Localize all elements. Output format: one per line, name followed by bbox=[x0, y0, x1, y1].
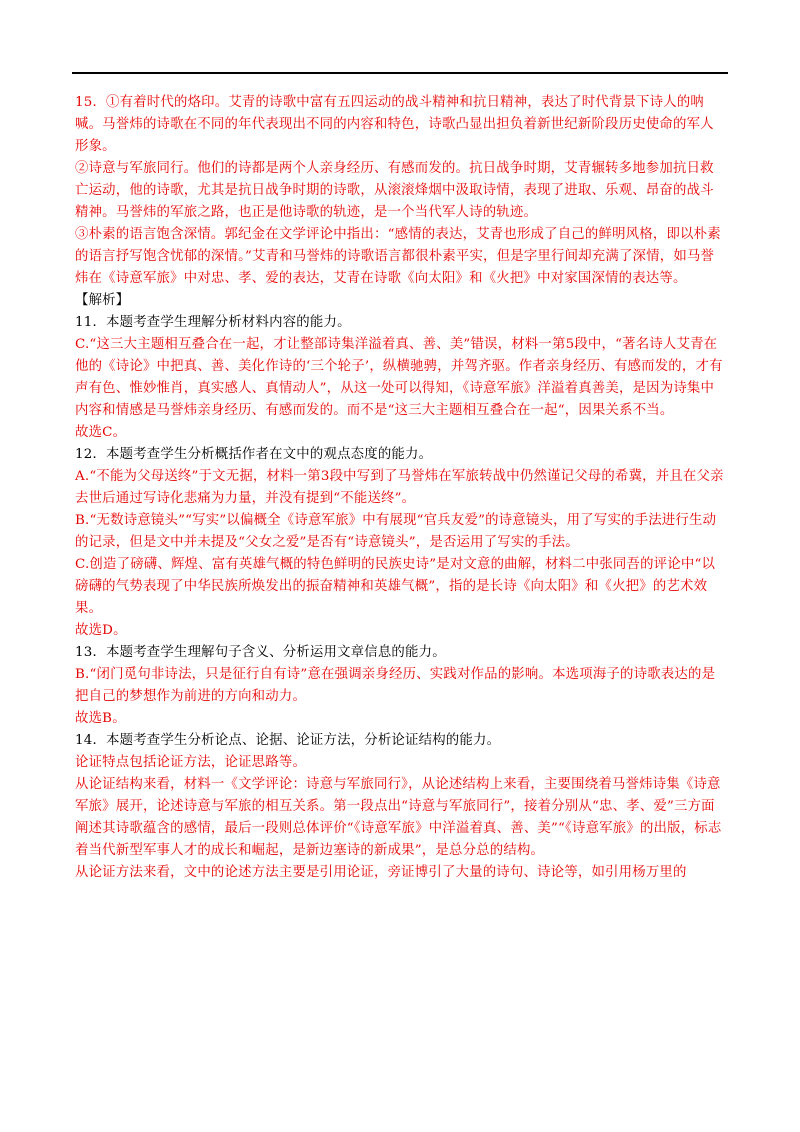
answer-15-point-3: ③朴素的语言饱含深情。郭纪金在文学评论中指出：“感情的表达，艾青也形成了自己的鲜明风格，即以朴素的语言抒写饱含忧郁的深情。”艾青和马誉炜的诗歌语言都很朴素平实，但是字里行间却充满了深情，如马誉炜在《诗意军旅》中对忠、孝、爱的表达，艾青在诗歌《向太阳》和《火把》中对家国深情的表达等。 bbox=[75, 227, 721, 286]
q11-answer: 故选C。 bbox=[75, 425, 127, 440]
q12-option-b: B.“无数诗意镜头”“写实”以偏概全《诗意军旅》中有展现“官兵友爱”的诗意镜头，用了写实的手法进行生动的记录，但是文中并未提及“父女之爱”是否有“诗意镜头”，是否运用了写实的手法。 bbox=[75, 513, 717, 550]
q14-structure: 从论证结构来看，材料一《文学评论：诗意与军旅同行》，从论述结构上来看，主要围绕着马誉炜诗集《诗意军旅》展开，论述诗意与军旅的相互关系。第一段点出“诗意与军旅同行”，接着分别从“忠、孝、爱”三方面阐述其诗歌蕴含的感情，最后一段则总体评价“《诗意军旅》中洋溢着真、善、美”“《诗意军旅》的出版，标志着当代新型军事人才的成长和崛起，是新边塞诗的新成果”，是总分总的结构。 bbox=[75, 777, 722, 858]
q13-answer: 故选B。 bbox=[75, 711, 126, 726]
q13-explanation: B.“闭门觅句非诗法，只是征行自有诗”意在强调亲身经历、实践对作品的影响。本选项海子的诗歌表达的是把自己的梦想作为前进的方向和动力。 bbox=[75, 667, 716, 704]
q12-heading: 12．本题考查学生分析概括作者在文中的观点态度的能力。 bbox=[75, 447, 433, 462]
analysis-heading: 【解析】 bbox=[75, 293, 130, 308]
q14-method: 从论证方法来看，文中的论述方法主要是引用论证，旁证博引了大量的诗句、诗论等，如引用杨万里的 bbox=[75, 865, 687, 880]
header-rule bbox=[72, 72, 728, 74]
q14-intro: 论证特点包括论证方法，论证思路等。 bbox=[75, 755, 307, 770]
answer-15-point-2: ②诗意与军旅同行。他们的诗都是两个人亲身经历、有感而发的。抗日战争时期，艾青辗转多地参加抗日救亡运动，他的诗歌，尤其是抗日战争时期的诗歌，从滚滚烽烟中汲取诗情，表现了进取、乐观、昂奋的战斗精神。马誉炜的军旅之路，也正是他诗歌的轨迹，是一个当代军人诗的轨迹。 bbox=[75, 161, 714, 220]
answer-15-point-1: 15．①有着时代的烙印。艾青的诗歌中富有五四运动的战斗精神和抗日精神，表达了时代背景下诗人的呐喊。马誉炜的诗歌在不同的年代表现出不同的内容和特色，诗歌凸显出担负着新世纪新阶段历史使命的军人形象。 bbox=[75, 95, 714, 154]
q11-explanation: C.“这三大主题相互叠合在一起，才让整部诗集洋溢着真、善、美”错误，材料一第5段中，“著名诗人艾青在他的《诗论》中把真、善、美化作诗的‘三个轮子’，纵横驰骋，并驾齐驱。作者亲身经历、有感而发的，才有声有色、惟妙惟肖，真实感人、真情动人”，从这一处可以得知，《诗意军旅》洋溢着真善美，是因为诗集中内容和情感是马誉炜亲身经历、有感而发的。而不是“这三大主题相互叠合在一起“，因果关系不当。 bbox=[75, 337, 723, 418]
q13-heading: 13．本题考查学生理解句子含义、分析运用文章信息的能力。 bbox=[75, 645, 446, 660]
q14-heading: 14．本题考查学生分析论点、论据、论证方法，分析论证结构的能力。 bbox=[75, 733, 501, 748]
q11-heading: 11．本题考查学生理解分析材料内容的能力。 bbox=[75, 315, 351, 330]
q12-answer: 故选D。 bbox=[75, 623, 127, 638]
q12-option-a: A.“不能为父母送终”于文无据，材料一第3段中写到了马誉炜在军旅转战中仍然谨记父母的希冀，并且在父亲去世后通过写诗化悲痛为力量，并没有提到“不能送终”。 bbox=[75, 469, 724, 506]
answer-document bbox=[75, 92, 727, 884]
q12-option-c: C.创造了磅礴、辉煌、富有英雄气概的特色鲜明的民族史诗”是对文意的曲解，材料二中张同吾的评论中“以磅礴的气势表现了中华民族所焕发出的振奋精神和英雄气概”，指的是长诗《向太阳》和《火把》的艺术效果。 bbox=[75, 557, 716, 616]
